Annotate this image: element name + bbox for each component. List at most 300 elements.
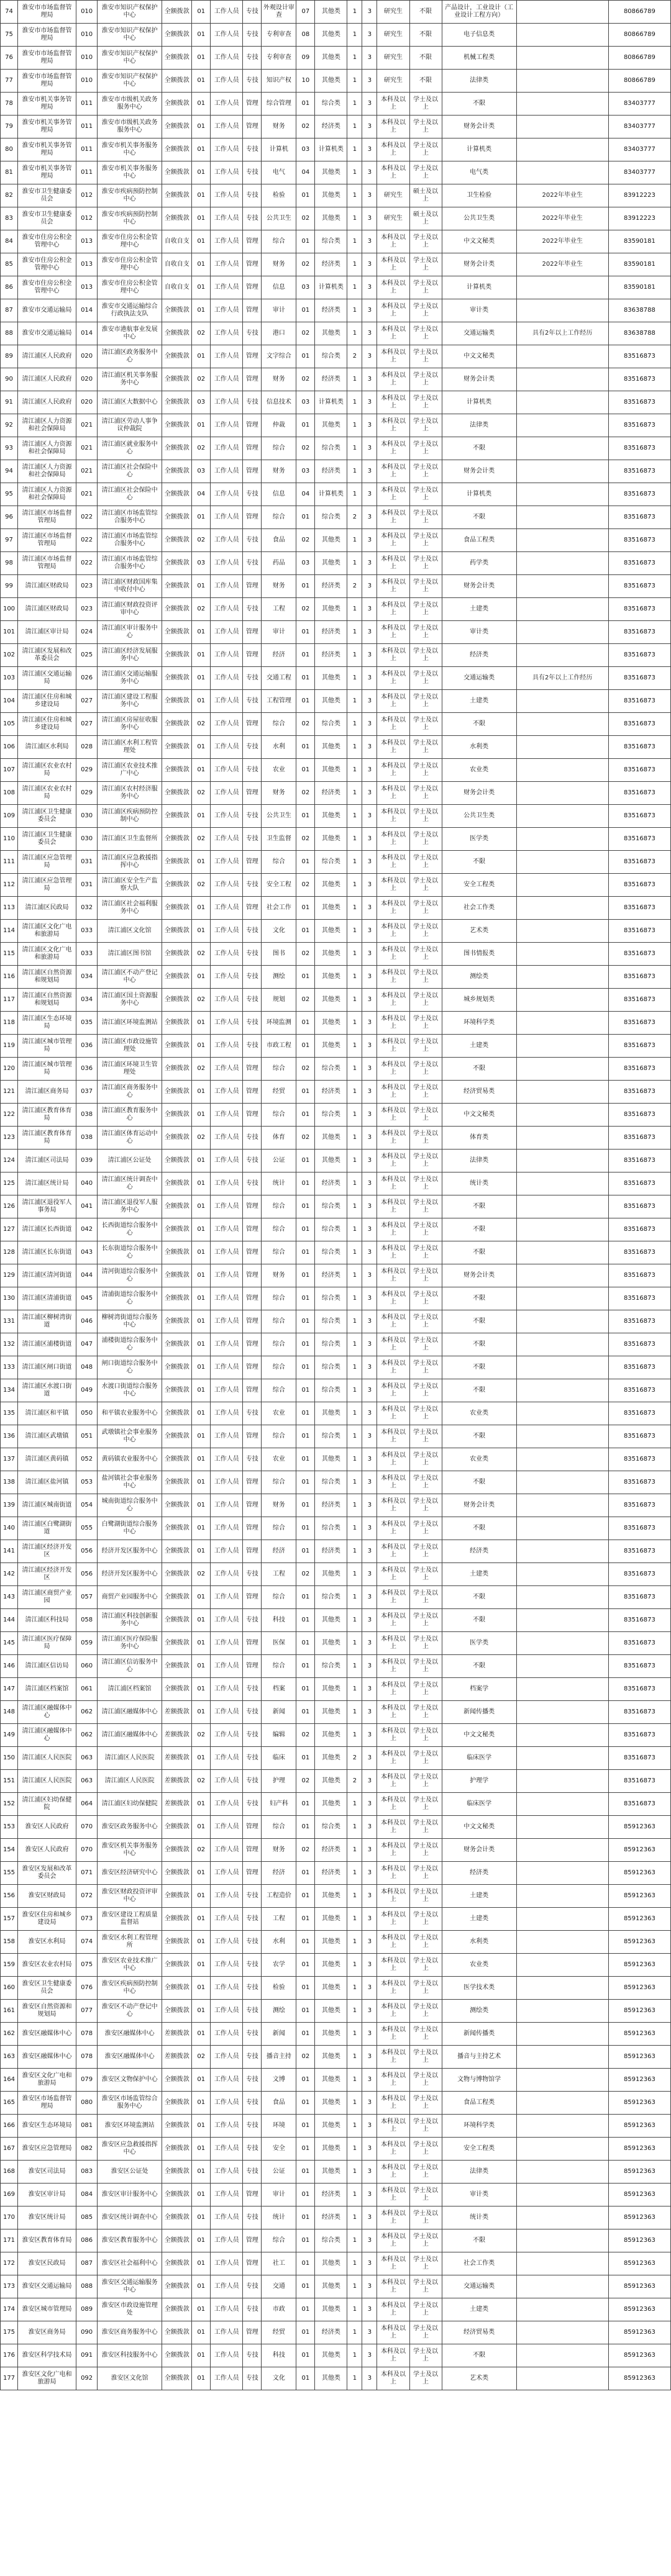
cell-degree: 学士及以上 bbox=[409, 1356, 442, 1379]
cell-index: 119 bbox=[1, 1035, 18, 1058]
cell-phone: 83516873 bbox=[608, 1081, 670, 1104]
cell-post-category: 管理 bbox=[243, 1104, 262, 1127]
cell-requirements bbox=[516, 1931, 608, 1954]
cell-quota: 1 bbox=[347, 184, 362, 207]
cell-major: 医学类 bbox=[442, 1632, 516, 1655]
cell-requirements bbox=[516, 70, 608, 93]
cell-dept-code: 012 bbox=[76, 184, 98, 207]
cell-department: 清江浦区财政局 bbox=[18, 575, 76, 598]
cell-employer: 淮安区应急救援指挥中心 bbox=[98, 2138, 162, 2161]
cell-degree: 学士及以上 bbox=[409, 1150, 442, 1172]
table-row bbox=[1, 1954, 671, 1977]
cell-post-title: 工作人员 bbox=[211, 138, 243, 161]
cell-funding: 全额拨款 bbox=[162, 667, 192, 690]
cell-dept-code: 057 bbox=[76, 1586, 98, 1609]
table-row bbox=[1, 2367, 671, 2390]
cell-exam-type: 综合类 bbox=[315, 1517, 347, 1540]
cell-post-title: 工作人员 bbox=[211, 253, 243, 276]
cell-exam-type: 其他类 bbox=[315, 1977, 347, 2000]
cell-exam-type: 其他类 bbox=[315, 2069, 347, 2092]
cell-major: 安全工程类 bbox=[442, 2138, 516, 2161]
cell-dept-code: 063 bbox=[76, 1770, 98, 1793]
cell-ratio: 3 bbox=[362, 2344, 377, 2367]
cell-funding: 差额拨款 bbox=[162, 2023, 192, 2046]
cell-funding: 全额拨款 bbox=[162, 1287, 192, 1310]
cell-funding: 全额拨款 bbox=[162, 1655, 192, 1678]
table-row bbox=[1, 1609, 671, 1632]
cell-unit-code: 01 bbox=[192, 1241, 211, 1264]
cell-post-code: 03 bbox=[296, 460, 315, 483]
cell-post-title: 工作人员 bbox=[211, 1862, 243, 1885]
cell-post-title: 工作人员 bbox=[211, 1586, 243, 1609]
cell-quota: 2 bbox=[347, 506, 362, 529]
cell-funding: 全额拨款 bbox=[162, 1310, 192, 1333]
cell-education: 本科及以上 bbox=[377, 276, 409, 299]
cell-department: 清江浦区闸口街道 bbox=[18, 1356, 76, 1379]
cell-exam-type: 其他类 bbox=[315, 184, 347, 207]
cell-dept-code: 038 bbox=[76, 1127, 98, 1150]
cell-post-code: 01 bbox=[296, 345, 315, 368]
cell-post-category: 管理 bbox=[243, 230, 262, 253]
cell-education: 本科及以上 bbox=[377, 1241, 409, 1264]
cell-post-category: 专技 bbox=[243, 690, 262, 713]
cell-education: 研究生 bbox=[377, 70, 409, 93]
cell-department: 清江浦区民政局 bbox=[18, 897, 76, 920]
table-row bbox=[1, 437, 671, 460]
table-row bbox=[1, 1379, 671, 1402]
cell-post-category: 专技 bbox=[243, 207, 262, 230]
cell-department: 淮安区财政局 bbox=[18, 1885, 76, 1908]
cell-requirements bbox=[516, 414, 608, 437]
table-row bbox=[1, 1448, 671, 1471]
cell-post-category: 专技 bbox=[243, 138, 262, 161]
cell-major: 经济类 bbox=[442, 1540, 516, 1563]
cell-post-desc: 综合 bbox=[262, 1333, 296, 1356]
cell-ratio: 3 bbox=[362, 1402, 377, 1425]
cell-dept-code: 010 bbox=[76, 47, 98, 70]
cell-ratio: 3 bbox=[362, 2000, 377, 2023]
cell-unit-code: 02 bbox=[192, 1563, 211, 1586]
cell-unit-code: 01 bbox=[192, 1287, 211, 1310]
cell-index: 132 bbox=[1, 1333, 18, 1356]
cell-exam-type: 其他类 bbox=[315, 1012, 347, 1035]
cell-education: 本科及以上 bbox=[377, 920, 409, 943]
cell-post-desc: 审计 bbox=[262, 2184, 296, 2206]
cell-major: 计算机类 bbox=[442, 276, 516, 299]
cell-post-category: 专技 bbox=[243, 874, 262, 897]
cell-employer: 长西街道综合服务中心 bbox=[98, 1218, 162, 1241]
cell-dept-code: 012 bbox=[76, 207, 98, 230]
cell-post-title: 工作人员 bbox=[211, 47, 243, 70]
cell-index: 83 bbox=[1, 207, 18, 230]
cell-post-title: 工作人员 bbox=[211, 2275, 243, 2298]
cell-exam-type: 经济类 bbox=[315, 2206, 347, 2229]
cell-requirements bbox=[516, 690, 608, 713]
cell-index: 90 bbox=[1, 368, 18, 391]
cell-post-code: 01 bbox=[296, 2115, 315, 2138]
cell-post-code: 01 bbox=[296, 2367, 315, 2390]
cell-department: 清江浦区应急管理局 bbox=[18, 851, 76, 874]
cell-post-desc: 财务 bbox=[262, 460, 296, 483]
cell-department: 清江浦区交通运输局 bbox=[18, 667, 76, 690]
cell-exam-type: 经济类 bbox=[315, 1081, 347, 1104]
cell-employer: 清江浦区教育服务中心 bbox=[98, 1104, 162, 1127]
cell-quota: 1 bbox=[347, 1081, 362, 1104]
cell-post-category: 专技 bbox=[243, 805, 262, 828]
cell-phone: 83516873 bbox=[608, 345, 670, 368]
cell-post-code: 01 bbox=[296, 736, 315, 759]
cell-degree: 学士及以上 bbox=[409, 1563, 442, 1586]
cell-requirements bbox=[516, 2206, 608, 2229]
cell-phone: 83516873 bbox=[608, 1035, 670, 1058]
cell-post-desc: 综合 bbox=[262, 1195, 296, 1218]
cell-employer: 城南街道综合服务中心 bbox=[98, 1494, 162, 1517]
cell-funding: 全额拨款 bbox=[162, 345, 192, 368]
table-row bbox=[1, 1678, 671, 1701]
cell-dept-code: 076 bbox=[76, 1977, 98, 2000]
cell-department: 清江浦区融媒体中心 bbox=[18, 1724, 76, 1747]
cell-index: 78 bbox=[1, 93, 18, 116]
cell-major: 不限 bbox=[442, 2344, 516, 2367]
cell-ratio: 3 bbox=[362, 1494, 377, 1517]
cell-unit-code: 01 bbox=[192, 2184, 211, 2206]
cell-index: 139 bbox=[1, 1494, 18, 1517]
cell-phone: 85912363 bbox=[608, 2367, 670, 2390]
cell-major: 法律类 bbox=[442, 70, 516, 93]
cell-post-code: 02 bbox=[296, 322, 315, 345]
cell-department: 淮安区生态环境局 bbox=[18, 2115, 76, 2138]
cell-post-title: 工作人员 bbox=[211, 1701, 243, 1724]
cell-exam-type: 经济类 bbox=[315, 2184, 347, 2206]
cell-unit-code: 01 bbox=[192, 1264, 211, 1287]
cell-degree: 学士及以上 bbox=[409, 690, 442, 713]
cell-employer: 清江浦区市政设施管理处 bbox=[98, 1035, 162, 1058]
cell-post-category: 专技 bbox=[243, 1724, 262, 1747]
cell-quota: 1 bbox=[347, 1150, 362, 1172]
cell-index: 121 bbox=[1, 1081, 18, 1104]
cell-funding: 全额拨款 bbox=[162, 1954, 192, 1977]
cell-degree: 学士及以上 bbox=[409, 1058, 442, 1081]
cell-post-code: 01 bbox=[296, 1908, 315, 1931]
cell-post-category: 专技 bbox=[243, 391, 262, 414]
cell-ratio: 3 bbox=[362, 2184, 377, 2206]
cell-department: 淮安市市场监督管理局 bbox=[18, 70, 76, 93]
cell-ratio: 3 bbox=[362, 1908, 377, 1931]
cell-quota: 1 bbox=[347, 1333, 362, 1356]
cell-major: 审计类 bbox=[442, 299, 516, 322]
cell-quota: 1 bbox=[347, 1586, 362, 1609]
cell-post-code: 02 bbox=[296, 943, 315, 966]
cell-post-code: 01 bbox=[296, 851, 315, 874]
table-row bbox=[1, 1517, 671, 1540]
cell-post-code: 01 bbox=[296, 1885, 315, 1908]
cell-unit-code: 03 bbox=[192, 391, 211, 414]
cell-education: 本科及以上 bbox=[377, 782, 409, 805]
table-row bbox=[1, 1218, 671, 1241]
cell-post-desc: 食品 bbox=[262, 529, 296, 552]
cell-phone: 83516873 bbox=[608, 1058, 670, 1081]
cell-unit-code: 01 bbox=[192, 1310, 211, 1333]
cell-quota: 1 bbox=[347, 1609, 362, 1632]
cell-department: 清江浦区经济开发区 bbox=[18, 1563, 76, 1586]
cell-employer: 清江浦区交通运输服务中心 bbox=[98, 667, 162, 690]
cell-index: 128 bbox=[1, 1241, 18, 1264]
cell-major: 农业类 bbox=[442, 1448, 516, 1471]
cell-index: 149 bbox=[1, 1724, 18, 1747]
cell-index: 168 bbox=[1, 2161, 18, 2184]
cell-employer: 清江浦区信访服务中心 bbox=[98, 1655, 162, 1678]
cell-ratio: 3 bbox=[362, 70, 377, 93]
cell-post-desc: 工程管理 bbox=[262, 690, 296, 713]
cell-funding: 全额拨款 bbox=[162, 483, 192, 506]
cell-index: 147 bbox=[1, 1678, 18, 1701]
cell-department: 淮安市卫生健康委员会 bbox=[18, 207, 76, 230]
cell-quota: 1 bbox=[347, 1701, 362, 1724]
cell-phone: 83516873 bbox=[608, 1333, 670, 1356]
cell-unit-code: 01 bbox=[192, 116, 211, 138]
cell-department: 清江浦区统计局 bbox=[18, 1172, 76, 1195]
cell-department: 淮安市住房公积金管理中心 bbox=[18, 276, 76, 299]
cell-post-category: 管理 bbox=[243, 1586, 262, 1609]
cell-index: 117 bbox=[1, 989, 18, 1012]
cell-post-desc: 财务 bbox=[262, 116, 296, 138]
cell-exam-type: 综合类 bbox=[315, 506, 347, 529]
cell-requirements bbox=[516, 759, 608, 782]
cell-funding: 全额拨款 bbox=[162, 1931, 192, 1954]
cell-post-category: 专技 bbox=[243, 1609, 262, 1632]
cell-post-title: 工作人员 bbox=[211, 2023, 243, 2046]
cell-major: 新闻传播类 bbox=[442, 2023, 516, 2046]
cell-major: 环境科学类 bbox=[442, 2115, 516, 2138]
cell-post-title: 工作人员 bbox=[211, 93, 243, 116]
cell-funding: 差额拨款 bbox=[162, 1770, 192, 1793]
cell-post-desc: 综合 bbox=[262, 506, 296, 529]
cell-post-title: 工作人员 bbox=[211, 1241, 243, 1264]
cell-index: 111 bbox=[1, 851, 18, 874]
cell-education: 本科及以上 bbox=[377, 1264, 409, 1287]
cell-employer: 淮安区农业技术推广中心 bbox=[98, 1954, 162, 1977]
cell-post-desc: 农学 bbox=[262, 1954, 296, 1977]
cell-post-desc: 护理 bbox=[262, 1770, 296, 1793]
cell-exam-type: 其他类 bbox=[315, 2092, 347, 2115]
table-row bbox=[1, 782, 671, 805]
cell-employer: 清江浦区农村经济服务中心 bbox=[98, 782, 162, 805]
cell-ratio: 3 bbox=[362, 230, 377, 253]
cell-post-desc: 财务 bbox=[262, 1264, 296, 1287]
cell-post-category: 专技 bbox=[243, 1127, 262, 1150]
cell-exam-type: 其他类 bbox=[315, 897, 347, 920]
cell-unit-code: 01 bbox=[192, 759, 211, 782]
cell-post-title: 工作人员 bbox=[211, 759, 243, 782]
cell-post-title: 工作人员 bbox=[211, 2161, 243, 2184]
cell-post-title: 工作人员 bbox=[211, 2321, 243, 2344]
cell-post-desc: 信息 bbox=[262, 276, 296, 299]
cell-post-title: 工作人员 bbox=[211, 2184, 243, 2206]
cell-requirements bbox=[516, 1310, 608, 1333]
cell-phone: 83516873 bbox=[608, 529, 670, 552]
cell-major: 财务会计类 bbox=[442, 575, 516, 598]
cell-post-desc: 市政 bbox=[262, 2298, 296, 2321]
cell-exam-type: 其他类 bbox=[315, 24, 347, 47]
cell-quota: 1 bbox=[347, 943, 362, 966]
cell-dept-code: 070 bbox=[76, 1839, 98, 1862]
cell-phone: 85912363 bbox=[608, 2252, 670, 2275]
cell-quota: 1 bbox=[347, 1127, 362, 1150]
cell-post-code: 01 bbox=[296, 759, 315, 782]
cell-funding: 全额拨款 bbox=[162, 575, 192, 598]
cell-unit-code: 02 bbox=[192, 1839, 211, 1862]
cell-requirements bbox=[516, 1172, 608, 1195]
cell-post-code: 01 bbox=[296, 575, 315, 598]
table-row bbox=[1, 874, 671, 897]
cell-phone: 85912363 bbox=[608, 2069, 670, 2092]
cell-post-title: 工作人员 bbox=[211, 414, 243, 437]
cell-quota: 1 bbox=[347, 47, 362, 70]
cell-dept-code: 031 bbox=[76, 851, 98, 874]
cell-post-code: 03 bbox=[296, 552, 315, 575]
cell-post-code: 01 bbox=[296, 1241, 315, 1264]
cell-post-category: 专技 bbox=[243, 1770, 262, 1793]
cell-phone: 83516873 bbox=[608, 805, 670, 828]
cell-employer: 淮安区教育服务中心 bbox=[98, 2229, 162, 2252]
cell-phone: 85912363 bbox=[608, 2092, 670, 2115]
cell-ratio: 3 bbox=[362, 805, 377, 828]
cell-department: 淮安区卫生健康委员会 bbox=[18, 1977, 76, 2000]
cell-dept-code: 089 bbox=[76, 2298, 98, 2321]
cell-post-title: 工作人员 bbox=[211, 2046, 243, 2069]
cell-employer: 淮安市机关事务服务中心 bbox=[98, 138, 162, 161]
table-row bbox=[1, 1333, 671, 1356]
cell-index: 108 bbox=[1, 782, 18, 805]
cell-degree: 学士及以上 bbox=[409, 2252, 442, 2275]
cell-index: 103 bbox=[1, 667, 18, 690]
cell-post-category: 专技 bbox=[243, 322, 262, 345]
cell-unit-code: 01 bbox=[192, 1081, 211, 1104]
cell-requirements bbox=[516, 897, 608, 920]
cell-funding: 全额拨款 bbox=[162, 1402, 192, 1425]
cell-post-category: 管理 bbox=[243, 782, 262, 805]
cell-post-code: 01 bbox=[296, 1701, 315, 1724]
cell-post-desc: 环境监测 bbox=[262, 1012, 296, 1035]
cell-dept-code: 029 bbox=[76, 782, 98, 805]
cell-post-title: 工作人员 bbox=[211, 2092, 243, 2115]
table-row bbox=[1, 391, 671, 414]
cell-exam-type: 综合类 bbox=[315, 1586, 347, 1609]
cell-employer: 清江浦区就业服务中心 bbox=[98, 437, 162, 460]
cell-requirements bbox=[516, 2000, 608, 2023]
cell-post-category: 管理 bbox=[243, 1494, 262, 1517]
cell-requirements bbox=[516, 598, 608, 621]
cell-dept-code: 027 bbox=[76, 690, 98, 713]
cell-quota: 1 bbox=[347, 460, 362, 483]
cell-degree: 硕士及以上 bbox=[409, 184, 442, 207]
cell-requirements bbox=[516, 1540, 608, 1563]
cell-requirements bbox=[516, 552, 608, 575]
cell-education: 本科及以上 bbox=[377, 2000, 409, 2023]
cell-funding: 全额拨款 bbox=[162, 598, 192, 621]
cell-unit-code: 01 bbox=[192, 1609, 211, 1632]
cell-dept-code: 047 bbox=[76, 1333, 98, 1356]
cell-dept-code: 071 bbox=[76, 1862, 98, 1885]
cell-education: 本科及以上 bbox=[377, 529, 409, 552]
cell-quota: 1 bbox=[347, 2115, 362, 2138]
cell-phone: 83516873 bbox=[608, 1150, 670, 1172]
cell-phone: 85912363 bbox=[608, 2229, 670, 2252]
cell-dept-code: 029 bbox=[76, 759, 98, 782]
cell-post-desc: 综合 bbox=[262, 1287, 296, 1310]
cell-index: 177 bbox=[1, 2367, 18, 2390]
cell-major: 财务会计类 bbox=[442, 253, 516, 276]
cell-index: 153 bbox=[1, 1816, 18, 1839]
cell-quota: 1 bbox=[347, 2046, 362, 2069]
cell-major: 不限 bbox=[442, 437, 516, 460]
cell-employer: 淮安区融媒体中心 bbox=[98, 2046, 162, 2069]
cell-post-title: 工作人员 bbox=[211, 1609, 243, 1632]
cell-dept-code: 013 bbox=[76, 253, 98, 276]
cell-post-code: 01 bbox=[296, 1517, 315, 1540]
cell-post-category: 管理 bbox=[243, 1333, 262, 1356]
cell-employer: 淮安区经济研究中心 bbox=[98, 1862, 162, 1885]
cell-unit-code: 01 bbox=[192, 1, 211, 24]
cell-post-title: 工作人员 bbox=[211, 1218, 243, 1241]
cell-ratio: 3 bbox=[362, 943, 377, 966]
cell-employer: 淮安区商务服务中心 bbox=[98, 2321, 162, 2344]
cell-requirements bbox=[516, 1609, 608, 1632]
cell-major: 土建类 bbox=[442, 1563, 516, 1586]
cell-post-category: 专技 bbox=[243, 1150, 262, 1172]
cell-quota: 1 bbox=[347, 1885, 362, 1908]
cell-education: 本科及以上 bbox=[377, 2161, 409, 2184]
cell-quota: 2 bbox=[347, 1747, 362, 1770]
cell-funding: 全额拨款 bbox=[162, 116, 192, 138]
cell-ratio: 3 bbox=[362, 1517, 377, 1540]
cell-phone: 83516873 bbox=[608, 1655, 670, 1678]
cell-post-category: 专技 bbox=[243, 1448, 262, 1471]
cell-dept-code: 039 bbox=[76, 1150, 98, 1172]
cell-funding: 全额拨款 bbox=[162, 1586, 192, 1609]
cell-ratio: 3 bbox=[362, 966, 377, 989]
cell-dept-code: 060 bbox=[76, 1655, 98, 1678]
cell-post-category: 管理 bbox=[243, 1356, 262, 1379]
cell-exam-type: 其他类 bbox=[315, 1402, 347, 1425]
cell-funding: 全额拨款 bbox=[162, 736, 192, 759]
cell-post-category: 管理 bbox=[243, 1310, 262, 1333]
cell-post-desc: 临床 bbox=[262, 1747, 296, 1770]
cell-requirements bbox=[516, 1632, 608, 1655]
cell-exam-type: 其他类 bbox=[315, 1563, 347, 1586]
cell-requirements bbox=[516, 1839, 608, 1862]
cell-ratio: 3 bbox=[362, 1540, 377, 1563]
cell-post-category: 专技 bbox=[243, 70, 262, 93]
cell-requirements: 具有2年以上工作经历 bbox=[516, 322, 608, 345]
cell-education: 本科及以上 bbox=[377, 1563, 409, 1586]
cell-dept-code: 090 bbox=[76, 2321, 98, 2344]
cell-department: 清江浦区市场监督管理局 bbox=[18, 529, 76, 552]
cell-post-title: 工作人员 bbox=[211, 1264, 243, 1287]
cell-requirements bbox=[516, 1586, 608, 1609]
cell-funding: 全额拨款 bbox=[162, 805, 192, 828]
cell-employer: 淮安市市级机关政务服务中心 bbox=[98, 93, 162, 116]
cell-dept-code: 024 bbox=[76, 621, 98, 644]
cell-phone: 85912363 bbox=[608, 1931, 670, 1954]
cell-exam-type: 其他类 bbox=[315, 1770, 347, 1793]
cell-department: 淮安区人民政府 bbox=[18, 1839, 76, 1862]
cell-post-title: 工作人员 bbox=[211, 805, 243, 828]
cell-index: 161 bbox=[1, 2000, 18, 2023]
cell-exam-type: 综合类 bbox=[315, 230, 347, 253]
cell-post-code: 01 bbox=[296, 1931, 315, 1954]
cell-post-code: 01 bbox=[296, 1954, 315, 1977]
